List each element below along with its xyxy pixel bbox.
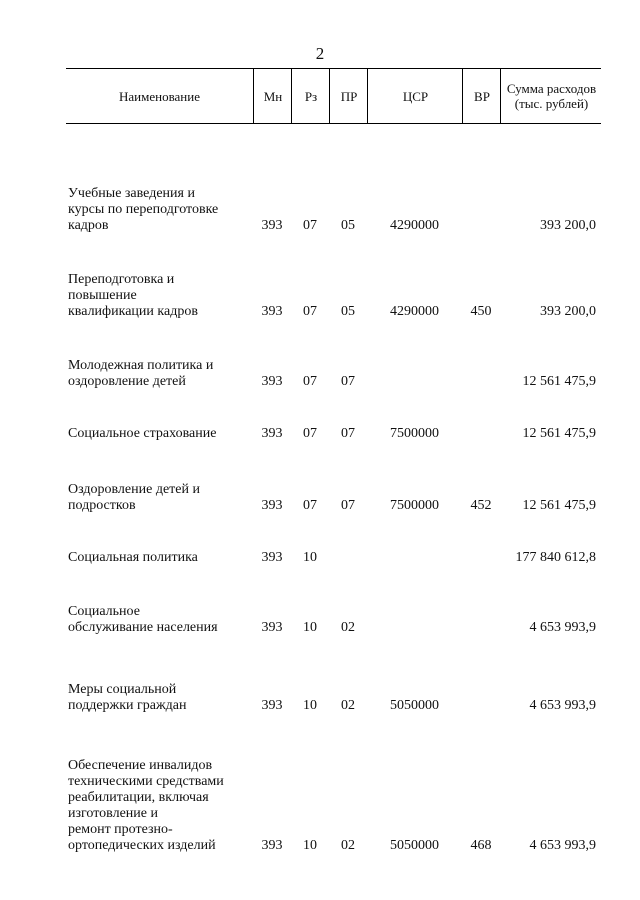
row-pr: 05 xyxy=(341,304,355,319)
row-sum: 12 561 475,9 xyxy=(522,498,596,513)
row-rz: 10 xyxy=(303,550,317,565)
header-pr: ПР xyxy=(329,69,368,123)
row-rz: 07 xyxy=(303,218,317,233)
row-mn: 393 xyxy=(261,698,283,713)
row-rz: 07 xyxy=(303,498,317,513)
row-sum: 12 561 475,9 xyxy=(522,426,596,441)
row-sum: 4 653 993,9 xyxy=(529,838,596,853)
row-pr: 02 xyxy=(341,698,355,713)
header-vr: ВР xyxy=(462,69,501,123)
row-csr: 7500000 xyxy=(390,498,439,513)
row-rz: 10 xyxy=(303,838,317,853)
expenses-table xyxy=(66,68,601,853)
row-csr: 5050000 xyxy=(390,698,439,713)
row-rz: 10 xyxy=(303,698,317,713)
row-vr: 450 xyxy=(470,304,492,319)
row-csr: 5050000 xyxy=(390,838,439,853)
row-mn: 393 xyxy=(261,498,283,513)
page-number: 2 xyxy=(315,44,325,63)
row-name: Социальное страхование xyxy=(68,426,217,441)
row-mn: 393 xyxy=(261,426,283,441)
row-csr: 7500000 xyxy=(390,426,439,441)
row-rz: 07 xyxy=(303,374,317,389)
row-rz: 10 xyxy=(303,620,317,635)
row-sum: 177 840 612,8 xyxy=(515,550,596,565)
row-name: Обеспечение инвалидов техническими средствами реабилитации, включая изготовление и ремонт протезно- ортопедических изделий xyxy=(68,758,224,853)
row-name: Меры социальной поддержки граждан xyxy=(68,682,187,713)
row-csr: 4290000 xyxy=(390,304,439,319)
row-vr: 468 xyxy=(470,838,492,853)
header-csr: ЦСР xyxy=(367,69,463,123)
row-vr: 452 xyxy=(470,498,492,513)
header-name: Наименование xyxy=(119,88,200,104)
row-mn: 393 xyxy=(261,304,283,319)
row-name: Учебные заведения и курсы по переподготовке кадров xyxy=(68,186,219,233)
row-sum: 393 200,0 xyxy=(540,304,596,319)
header-mn: Мн xyxy=(253,69,292,123)
row-sum: 12 561 475,9 xyxy=(522,374,596,389)
header-rz: Рз xyxy=(291,69,330,123)
row-mn: 393 xyxy=(261,838,283,853)
row-name: Социальное обслуживание населения xyxy=(68,604,218,635)
row-mn: 393 xyxy=(261,550,283,565)
row-rz: 07 xyxy=(303,304,317,319)
header-sum: Сумма расходов (тыс. рублей) xyxy=(500,69,602,123)
row-name: Переподготовка и повышение квалификации кадров xyxy=(68,272,198,319)
row-pr: 07 xyxy=(341,374,355,389)
row-name: Молодежная политика и оздоровление детей xyxy=(68,358,214,389)
row-pr: 02 xyxy=(341,620,355,635)
row-mn: 393 xyxy=(261,620,283,635)
row-pr: 07 xyxy=(341,426,355,441)
row-sum: 393 200,0 xyxy=(540,218,596,233)
row-pr: 02 xyxy=(341,838,355,853)
row-sum: 4 653 993,9 xyxy=(529,620,596,635)
row-mn: 393 xyxy=(261,374,283,389)
row-csr: 4290000 xyxy=(390,218,439,233)
row-name: Оздоровление детей и подростков xyxy=(68,482,200,513)
table-header xyxy=(66,68,601,124)
row-mn: 393 xyxy=(261,218,283,233)
row-sum: 4 653 993,9 xyxy=(529,698,596,713)
row-pr: 05 xyxy=(341,218,355,233)
table-row xyxy=(66,124,601,854)
row-pr: 07 xyxy=(341,498,355,513)
row-name: Социальная политика xyxy=(68,550,198,565)
row-rz: 07 xyxy=(303,426,317,441)
